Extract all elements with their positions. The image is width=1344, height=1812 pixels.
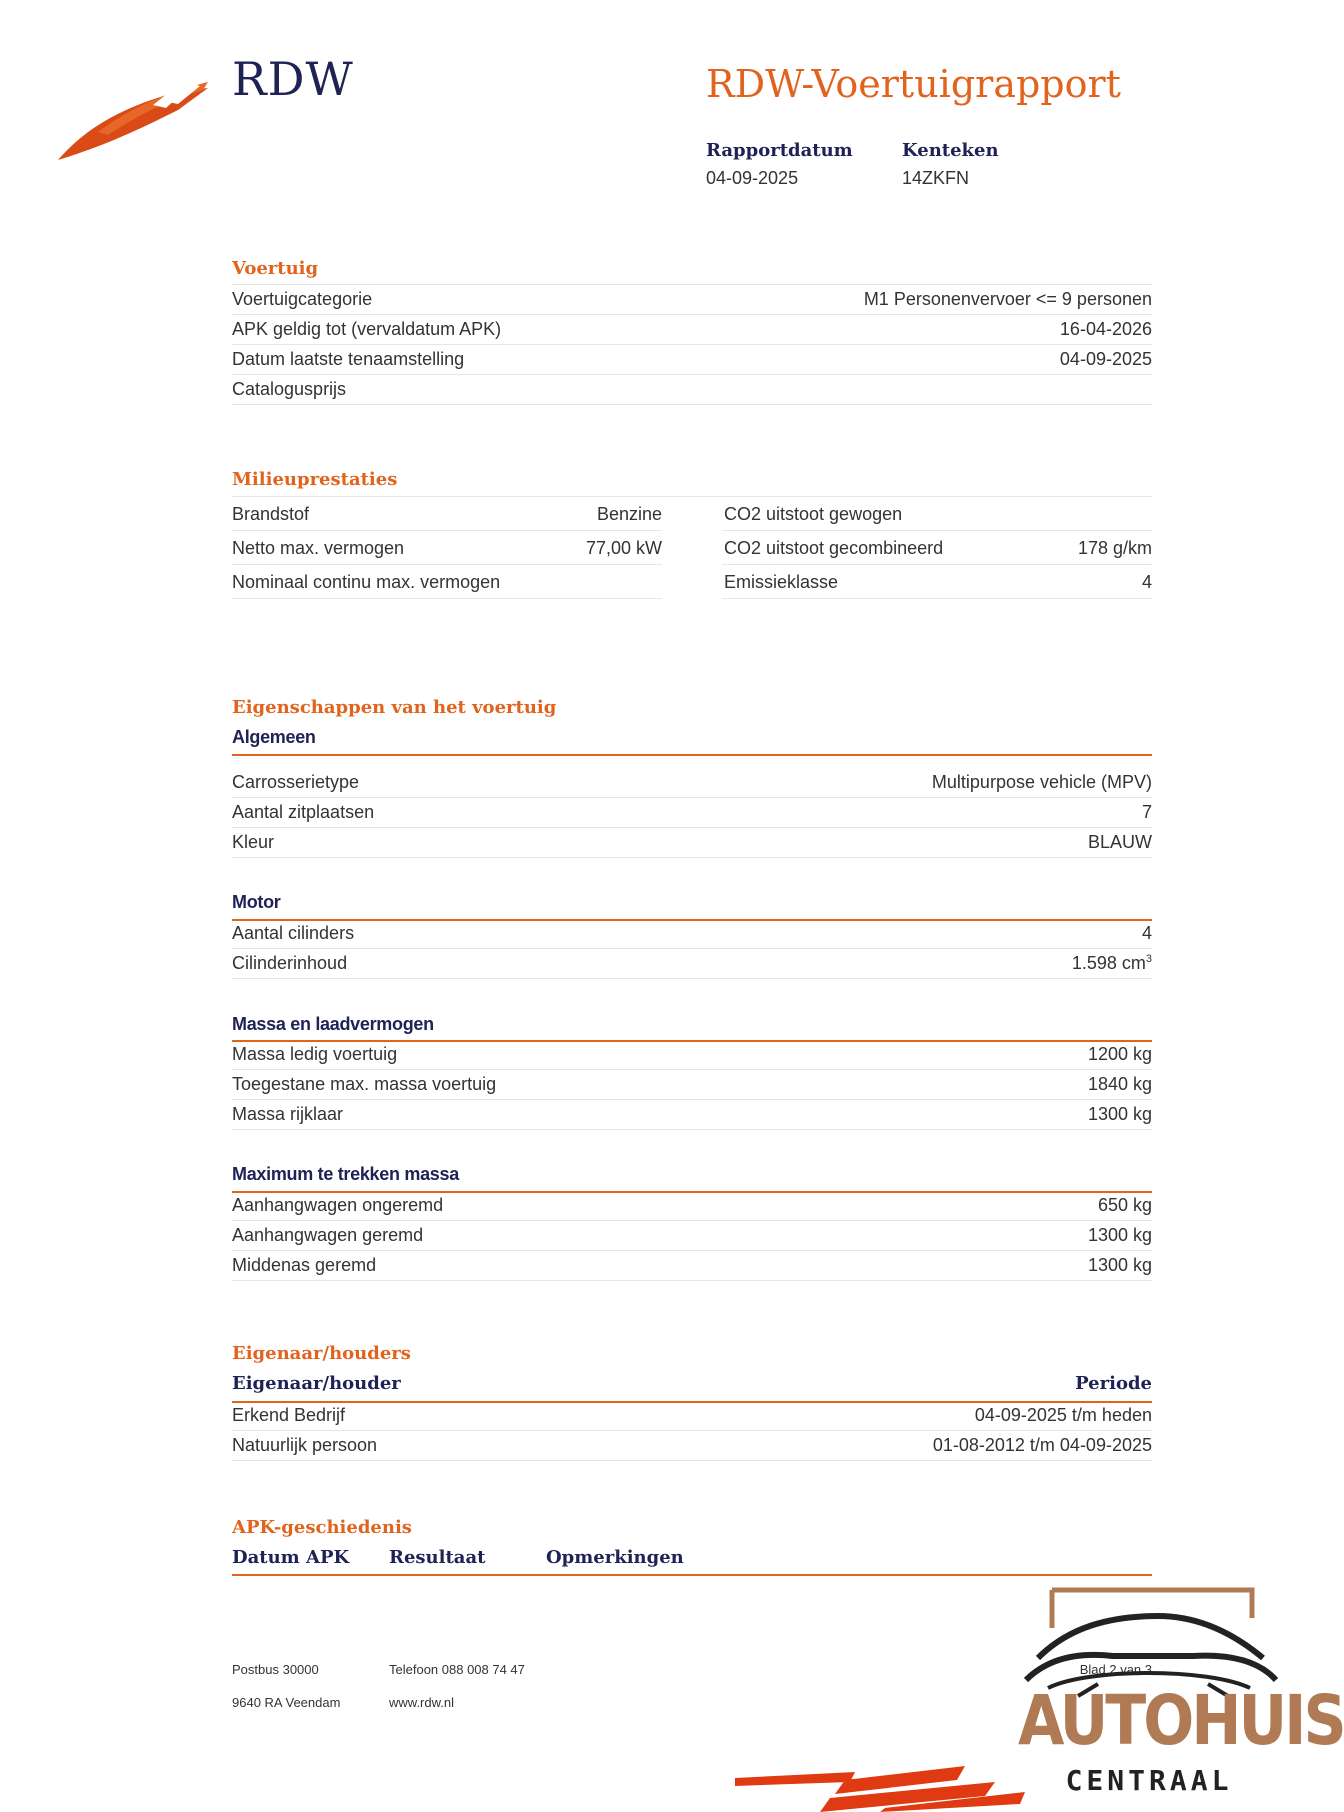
table-row: Aantal zitplaatsen 7 (232, 798, 1152, 828)
table-row: Brandstof Benzine CO2 uitstoot gewogen (232, 497, 1152, 531)
table-row: Erkend Bedrijf 04-09-2025 t/m heden (232, 1401, 1152, 1431)
footer-telefoon: Telefoon 088 008 74 47 (389, 1662, 525, 1677)
footer-plaats: 9640 RA Veendam (232, 1695, 341, 1710)
subsection-title-algemeen: Algemeen (232, 727, 316, 747)
column-header-resultaat: Resultaat (389, 1547, 486, 1568)
table-row: Catalogusprijs (232, 375, 1152, 405)
table-row: Kleur BLAUW (232, 828, 1152, 858)
column-header-eigenaar: Eigenaar/houder (232, 1373, 401, 1394)
table-row: Middenas geremd 1300 kg (232, 1251, 1152, 1281)
footer-postbus: Postbus 30000 (232, 1662, 319, 1677)
kenteken-value: 14ZKFN (902, 168, 970, 188)
footer-website[interactable]: www.rdw.nl (389, 1695, 455, 1710)
table-row: Aantal cilinders 4 (232, 919, 1152, 949)
table-row: APK geldig tot (vervaldatum APK) 16-04-2026 (232, 315, 1152, 345)
table-row: Datum laatste tenaamstelling 04-09-2025 (232, 345, 1152, 375)
watermark-autohuis: AUTOHUIS (1018, 1680, 1344, 1762)
page-title: RDW-Voertuigrapport (706, 62, 1121, 106)
subsection-title-trekken: Maximum te trekken massa (232, 1164, 459, 1184)
table-row: Netto max. vermogen 77,00 kW CO2 uitstoot gecombineerd 178 g/km (232, 531, 1152, 565)
section-title-eigenaar: Eigenaar/houders (232, 1343, 411, 1364)
table-row: Voertuigcategorie M1 Personenvervoer <= 9 personen (232, 285, 1152, 315)
table-row: Cilinderinhoud 1.598 $cm^3$ (232, 949, 1152, 979)
table-row: Aanhangwagen ongeremd 650 kg (232, 1191, 1152, 1221)
section-title-voertuig: Voertuig (232, 258, 319, 279)
page-number: Blad 2 van 3 (1079, 1662, 1152, 1677)
section-title-milieu: Milieuprestaties (232, 469, 398, 490)
table-row: Aanhangwagen geremd 1300 kg (232, 1221, 1152, 1251)
section-title-eigenschappen: Eigenschappen van het voertuig (232, 697, 557, 718)
table-row: Toegestane max. massa voertuig 1840 kg (232, 1070, 1152, 1100)
speed-stripes-icon (735, 1760, 1025, 1812)
autohuis-watermark (1018, 1588, 1344, 1812)
table-row: Carrosserietype Multipurpose vehicle (MPV) (232, 768, 1152, 798)
divider (232, 1574, 1152, 1576)
kenteken-label: Kenteken (902, 140, 999, 161)
table-row: Massa ledig voertuig 1200 kg (232, 1040, 1152, 1070)
brand-name: RDW (232, 52, 354, 106)
rapportdatum-value: 04-09-2025 (706, 168, 799, 188)
column-header-datum-apk: Datum APK (232, 1547, 350, 1568)
column-header-opmerkingen: Opmerkingen (546, 1547, 684, 1568)
subsection-title-massa: Massa en laadvermogen (232, 1014, 434, 1034)
rdw-logo-icon (58, 80, 208, 165)
table-row: Nominaal continu max. vermogen Emissieklasse 4 (232, 565, 1152, 599)
divider (232, 754, 1152, 756)
rapportdatum-label: Rapportdatum (706, 140, 853, 161)
column-header-periode: Periode (1075, 1373, 1152, 1394)
subsection-title-motor: Motor (232, 892, 281, 912)
table-row: Natuurlijk persoon 01-08-2012 t/m 04-09-2025 (232, 1431, 1152, 1461)
table-row: Massa rijklaar 1300 kg (232, 1100, 1152, 1130)
section-title-apk: APK-geschiedenis (232, 1517, 412, 1538)
watermark-centraal: CENTRAAL (1065, 1764, 1233, 1797)
